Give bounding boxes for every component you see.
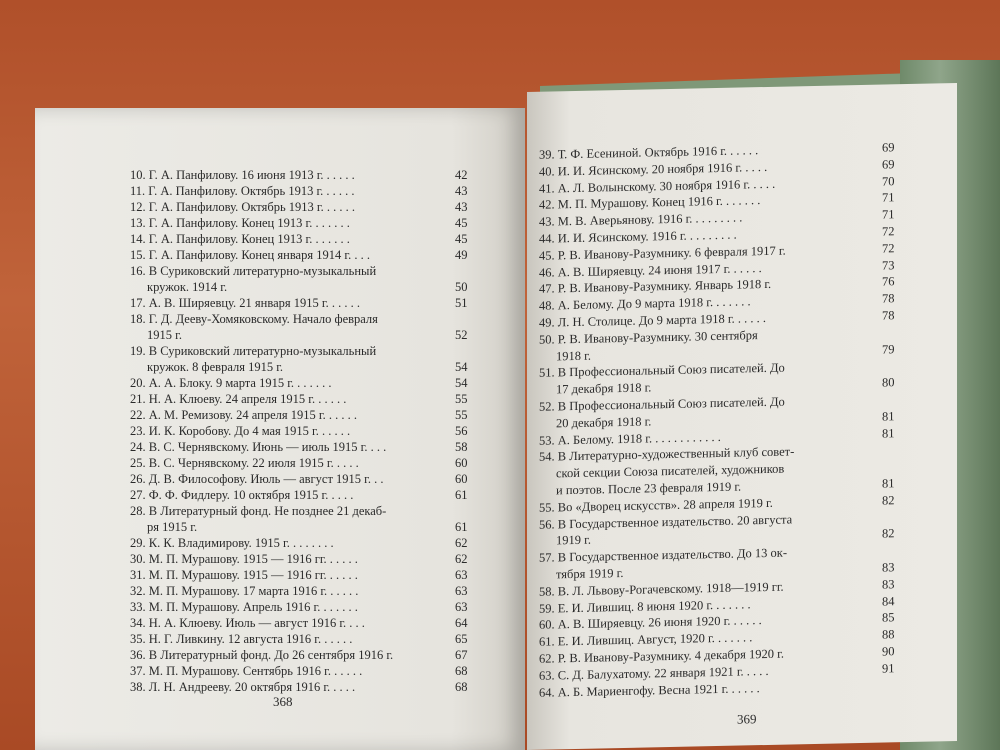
toc-entry: 60. А. В. Ширяевцу. 26 июня 1920 г. . . . . .	[539, 613, 762, 633]
toc-page-number: 79	[882, 341, 895, 357]
toc-page-number: 63	[455, 568, 468, 582]
toc-entry: 1919 г.	[556, 533, 591, 548]
toc-page-number: 71	[882, 207, 895, 222]
toc-page-number: 78	[882, 308, 895, 323]
toc-page-number: 65	[455, 632, 468, 646]
toc-page-number: 43	[455, 200, 468, 214]
toc-page-number: 83	[882, 577, 895, 592]
toc-entry: 15. Г. А. Панфилову. Конец января 1914 г. . . .	[130, 248, 370, 262]
toc-entry: 46. А. В. Ширяевцу. 24 июня 1917 г. . . . . .	[539, 260, 762, 280]
toc-entry: 19. В Суриковский литературно-музыкальный	[130, 344, 377, 358]
toc-entry: 17 декабря 1918 г.	[556, 380, 652, 397]
toc-entry: 51. В Профессиональный Союз писателей. До	[539, 360, 785, 381]
toc-page-number: 68	[455, 680, 468, 694]
toc-entry: 44. И. И. Ясинскому. 1916 г. . . . . . . . .	[539, 227, 737, 246]
toc-page-number: 50	[455, 280, 468, 294]
toc-entry: 54. В Литературно-художественный клуб совет-	[539, 444, 795, 465]
toc-entry: 45. Р. В. Иванову-Разумнику. 6 февраля 1917 г.	[539, 243, 786, 263]
toc-page-number: 63	[455, 584, 468, 598]
toc-page-number: 62	[455, 536, 468, 550]
toc-entry: 24. В. С. Чернявскому. Июнь — июль 1915 г. . . .	[130, 440, 387, 454]
toc-page-number: 64	[455, 616, 468, 630]
toc-entry: 20 декабря 1918 г.	[556, 414, 652, 431]
toc-entry: 28. В Литературный фонд. Не позднее 21 декаб-	[130, 504, 387, 518]
left-page	[35, 108, 525, 750]
toc-page-number: 72	[882, 241, 895, 256]
toc-entry: 33. М. П. Мурашову. Апрель 1916 г. . . . . . .	[130, 600, 358, 614]
right-page	[527, 83, 957, 750]
toc-entry: 36. В Литературный фонд. До 26 сентября 1916 г.	[130, 648, 394, 662]
toc-entry: 17. А. В. Ширяевцу. 21 января 1915 г. . . . . .	[130, 296, 360, 310]
toc-page-number: 55	[455, 392, 468, 406]
toc-entry: 25. В. С. Чернявскому. 22 июля 1915 г. . . . .	[130, 456, 359, 470]
toc-entry: 57. В Государственное издательство. До 13 ок-	[539, 545, 788, 565]
toc-page-number: 85	[882, 610, 895, 625]
toc-entry: 38. Л. Н. Андрееву. 20 октября 1916 г. . . . .	[130, 680, 356, 694]
toc-entry: 1918 г.	[556, 348, 591, 363]
toc-entry: 31. М. П. Мурашову. 1915 — 1916 гг. . . . . .	[130, 568, 358, 582]
toc-page-number: 73	[882, 257, 895, 273]
toc-entry: 50. Р. В. Иванову-Разумнику. 30 сентября	[539, 327, 758, 347]
toc-page-number: 68	[455, 664, 468, 678]
toc-page-number: 83	[882, 560, 895, 575]
toc-entry: 39. Т. Ф. Есениной. Октябрь 1916 г. . . . . .	[539, 143, 759, 162]
toc-entry: 41. А. Л. Волынскому. 30 ноября 1916 г. . . . .	[539, 176, 776, 196]
toc-page-number: 88	[882, 627, 895, 642]
toc-entry: 64. А. Б. Мариенгофу. Весна 1921 г. . . . . .	[539, 680, 760, 700]
toc-entry: 52. В Профессиональный Союз писателей. До	[539, 394, 785, 414]
toc-entry: 56. В Государственное издательство. 20 августа	[539, 512, 793, 532]
toc-entry: 42. М. П. Мурашову. Конец 1916 г. . . . . . .	[539, 193, 761, 213]
toc-page-number: 81	[882, 476, 895, 491]
toc-entry: 62. Р. В. Иванову-Разумнику. 4 декабря 1920 г.	[539, 646, 784, 666]
toc-page-number: 84	[882, 593, 895, 609]
toc-entry: 55. Во «Дворец искусств». 28 апреля 1919 г.	[539, 495, 773, 515]
toc-page-number: 69	[882, 140, 895, 155]
toc-page-number: 80	[882, 375, 895, 390]
toc-page-number: 63	[455, 600, 468, 614]
toc-page-number: 76	[882, 274, 895, 289]
toc-entry: 59. Е. И. Лившиц. 8 июня 1920 г. . . . . . .	[539, 596, 751, 616]
toc-entry: 22. А. М. Ремизову. 24 апреля 1915 г. . . . . .	[130, 408, 357, 422]
toc-page-number: 60	[455, 456, 468, 470]
toc-page-number: 90	[882, 644, 895, 659]
toc-page-number: 62	[455, 552, 468, 566]
toc-page-number: 91	[882, 661, 895, 676]
toc-entry: 1915 г.	[147, 328, 182, 342]
toc-entry: 58. В. Л. Львову-Рогачевскому. 1918—1919 гг.	[539, 579, 784, 599]
toc-entry: 30. М. П. Мурашову. 1915 — 1916 гг. . . . . .	[130, 552, 358, 566]
toc-entry: 49. Л. Н. Столице. До 9 марта 1918 г. . . . . .	[539, 310, 766, 330]
toc-page-number: 58	[455, 440, 468, 454]
toc-entry: 53. А. Белому. 1918 г. . . . . . . . . . . .	[539, 429, 721, 448]
toc-entry: кружок. 8 февраля 1915 г.	[147, 360, 284, 374]
toc-entry: 27. Ф. Ф. Фидлеру. 10 октября 1915 г. . . . .	[130, 488, 354, 502]
toc-entry: 10. Г. А. Панфилову. 16 июня 1913 г. . . . . .	[130, 168, 355, 182]
toc-entry: и поэтов. После 23 февраля 1919 г.	[556, 479, 742, 498]
toc-page-number: 54	[455, 360, 468, 374]
page-folio: 369	[737, 711, 757, 727]
toc-entry: 47. Р. В. Иванову-Разумнику. Январь 1918 г.	[539, 277, 772, 297]
toc-page-number: 43	[455, 184, 468, 198]
toc-entry: 40. И. И. Ясинскому. 20 ноября 1916 г. . . . .	[539, 159, 768, 179]
toc-entry: 61. Е. И. Лившиц. Август, 1920 г. . . . . . .	[539, 630, 753, 649]
toc-page-number: 49	[455, 248, 468, 262]
toc-entry: 13. Г. А. Панфилову. Конец 1913 г. . . . . . .	[130, 216, 350, 230]
toc-entry: 37. М. П. Мурашову. Сентябрь 1916 г. . . . . .	[130, 664, 363, 678]
toc-entry: ря 1915 г.	[147, 520, 198, 534]
toc-page-number: 61	[455, 520, 468, 534]
toc-entry: ской секции Союза писателей, художников	[556, 461, 785, 481]
toc-page-number: 81	[882, 409, 895, 424]
toc-entry: 48. А. Белому. До 9 марта 1918 г. . . . . . .	[539, 294, 751, 313]
toc-page-number: 69	[882, 157, 895, 172]
toc-page-number: 56	[455, 424, 468, 438]
toc-page-number: 61	[455, 488, 468, 502]
toc-page-number: 60	[455, 472, 468, 486]
toc-entry: 12. Г. А. Панфилову. Октябрь 1913 г. . . . . .	[130, 200, 355, 214]
toc-page-number: 42	[455, 168, 468, 182]
toc-entry: 34. Н. А. Клюеву. Июль — август 1916 г. . . .	[130, 616, 365, 630]
toc-page-number: 81	[882, 425, 895, 441]
toc-entry: 18. Г. Д. Дееву-Хомяковскому. Начало февраля	[130, 312, 378, 326]
toc-page-number: 82	[882, 493, 895, 508]
toc-page-number: 45	[455, 232, 468, 246]
toc-entry: 20. А. А. Блоку. 9 марта 1915 г. . . . . . .	[130, 376, 332, 390]
toc-page-number: 52	[455, 328, 468, 342]
toc-page-number: 72	[882, 224, 895, 239]
toc-page-number: 51	[455, 296, 468, 310]
toc-entry: кружок. 1914 г.	[147, 280, 228, 294]
toc-entry: 16. В Суриковский литературно-музыкальный	[130, 264, 377, 278]
toc-page-number: 78	[882, 291, 895, 306]
toc-entry: 14. Г. А. Панфилову. Конец 1913 г. . . . . . .	[130, 232, 350, 246]
page-folio: 368	[273, 694, 293, 709]
toc-page-number: 45	[455, 216, 468, 230]
toc-entry: 43. М. В. Аверьянову. 1916 г. . . . . . . . .	[539, 210, 743, 229]
toc-entry: 35. Н. Г. Ливкину. 12 августа 1916 г. . . . . .	[130, 632, 353, 646]
toc-page-number: 70	[882, 173, 895, 189]
toc-page-number: 55	[455, 408, 468, 422]
toc-entry: 26. Д. В. Философову. Июль — август 1915 г. . .	[130, 472, 384, 486]
toc-entry: 29. К. К. Владимирову. 1915 г. . . . . . . .	[130, 536, 334, 550]
toc-page-number: 82	[882, 526, 895, 541]
toc-page-number: 71	[882, 190, 895, 205]
toc-entry: тября 1919 г.	[556, 565, 624, 582]
toc-entry: 32. М. П. Мурашову. 17 марта 1916 г. . . . . .	[130, 584, 359, 598]
toc-page-number: 54	[455, 376, 468, 390]
toc-entry: 11. Г. А. Панфилову. Октябрь 1913 г. . . . . .	[130, 184, 355, 198]
toc-entry: 23. И. К. Коробову. До 4 мая 1915 г. . . . . .	[130, 424, 351, 438]
toc-entry: 63. С. Д. Балухатому. 22 января 1921 г. . . . .	[539, 663, 769, 683]
toc-page-number: 67	[455, 648, 468, 662]
toc-entry: 21. Н. А. Клюеву. 24 апреля 1915 г. . . . . .	[130, 392, 347, 406]
